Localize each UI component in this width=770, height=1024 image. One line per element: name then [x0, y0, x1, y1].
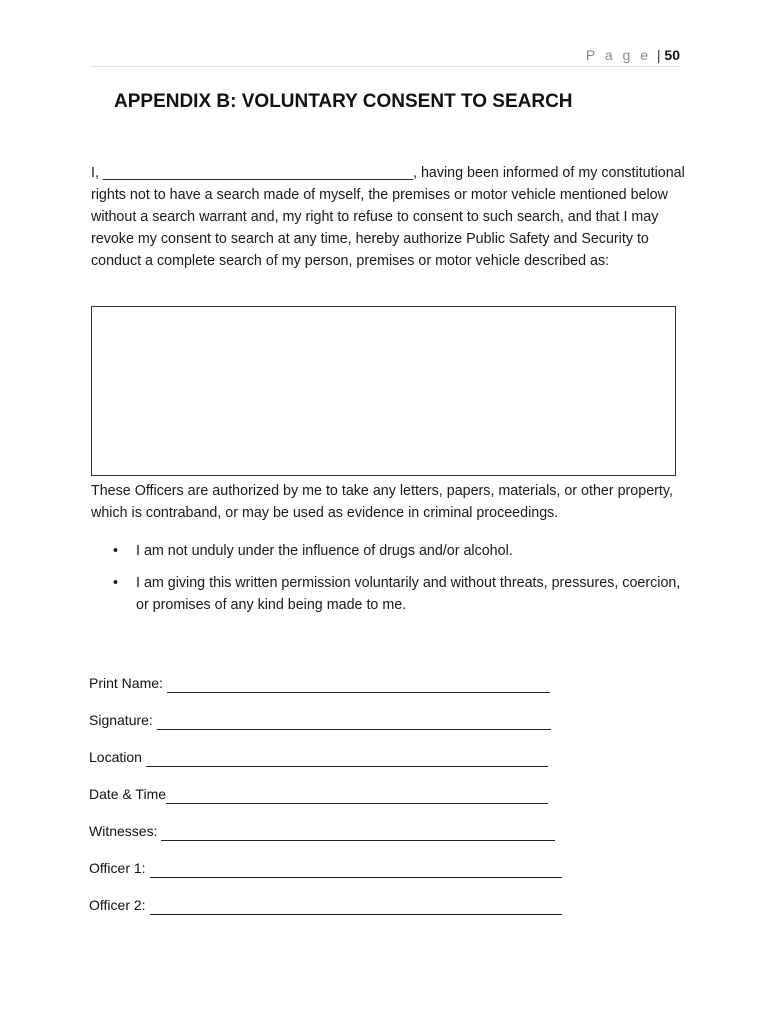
conditions-list [91, 540, 691, 626]
date-time-field [89, 767, 589, 804]
print-name-field [89, 656, 589, 693]
officer-1-line[interactable] [150, 862, 562, 878]
consent-paragraph: I, _______________________________________, having been informed of my constitutional rights not to have a search made of myself, the premises or motor vehicle mentioned below without a search warrant and, my right to refuse to consent to such search, and that I may revoke my consent to search at any time, hereby authorize Public Safety and Security to conduct a complete search of my person, premises or motor vehicle described as: [91, 165, 685, 269]
bullet-icon: • [113, 543, 119, 559]
bullet-icon: • [113, 575, 119, 591]
officer-2-line[interactable] [150, 899, 562, 915]
page-number-label [586, 46, 680, 64]
field-label: Witnesses: [89, 823, 158, 839]
officer-2-field [89, 878, 589, 915]
page-separator: | [656, 47, 661, 63]
signature-fields [89, 656, 589, 915]
signature-line[interactable] [157, 714, 551, 730]
date-time-line[interactable] [166, 788, 548, 804]
field-label: Signature: [89, 712, 153, 728]
list-item-text: I am giving this written permission voluntarily and without threats, pressures, coercion, or promises of any kind being made to me. [136, 575, 681, 613]
witnesses-line[interactable] [161, 825, 555, 841]
page-number: 50 [664, 47, 680, 63]
field-label: Date & Time [89, 786, 167, 802]
list-item-text: I am not unduly under the influence of drugs and/or alcohol. [136, 543, 513, 559]
page-title: APPENDIX B: VOLUNTARY CONSENT TO SEARCH [114, 91, 573, 112]
field-label: Location [89, 749, 142, 765]
location-field [89, 730, 589, 767]
field-label: Officer 1: [89, 860, 146, 876]
list-item [91, 540, 691, 562]
page-word: P a g e [585, 47, 651, 63]
witnesses-field [89, 804, 589, 841]
field-label: Officer 2: [89, 897, 146, 913]
officer-1-field [89, 841, 589, 878]
officers-paragraph: These Officers are authorized by me to take any letters, papers, materials, or other property, which is contraband, or may be used as evidence in criminal proceedings. [91, 483, 673, 521]
field-label: Print Name: [89, 675, 163, 691]
location-line[interactable] [146, 751, 548, 767]
list-item [91, 572, 691, 616]
signature-field [89, 693, 589, 730]
page-header [90, 46, 680, 67]
print-name-line[interactable] [167, 677, 550, 693]
description-box[interactable] [91, 306, 676, 476]
